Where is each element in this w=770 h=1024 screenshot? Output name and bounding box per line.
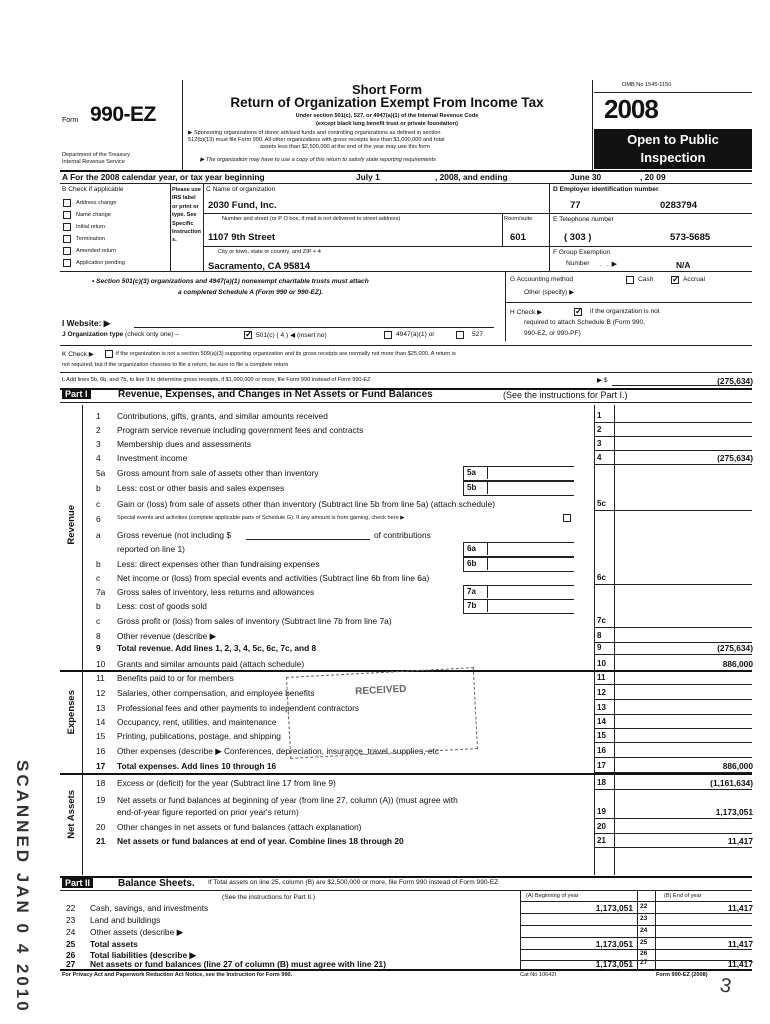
- line-box-number: 20: [597, 822, 606, 831]
- row-description: Land and buildings: [90, 915, 161, 925]
- line-description: Salaries, other compensation, and employee benefits: [117, 688, 315, 698]
- section-l-arrow: ▶ $: [597, 377, 608, 384]
- part-1-note: (See the instructions for Part I.): [503, 390, 628, 400]
- city-state-zip: Sacramento, CA 95814: [208, 261, 311, 272]
- phone-area: ( 303 ): [564, 232, 592, 243]
- line-description: Other revenue (describe ▶: [117, 631, 217, 641]
- line-description: Special events and activities (complete applicable parts of Schedule G). If any amount is from gaming, check here ▶: [117, 515, 405, 521]
- address-change-label: Address change: [76, 200, 117, 206]
- line-box-number: 19: [597, 807, 606, 816]
- row-description: Total assets: [90, 939, 138, 949]
- end-of-year-amount[interactable]: 11,417: [727, 959, 753, 969]
- line-box-number: 10: [597, 659, 606, 668]
- row-number: 25: [66, 939, 76, 949]
- page-mark: 3: [718, 974, 734, 998]
- row-number: 27: [66, 959, 76, 969]
- line-number: 10: [96, 659, 106, 669]
- schedule-b-text-3: 990-EZ, or 990-PF): [524, 330, 581, 337]
- inner-amount-field[interactable]: [463, 481, 574, 496]
- accounting-method-label: G Accounting method: [510, 276, 574, 283]
- line-box-number: 17: [597, 761, 606, 770]
- line-description: Net income or (loss) from special events and activities (Subtract line 6b from line 6a): [117, 573, 430, 583]
- schedule-b-text-2: required to attach Schedule B (Form 990,: [524, 319, 645, 326]
- line-description-suffix: of contributions: [374, 530, 431, 540]
- section-k-label: K Check ▶: [62, 351, 94, 358]
- line-amount[interactable]: 886,000: [722, 761, 753, 771]
- section-k-checkbox[interactable]: [105, 350, 113, 358]
- form-label: Form: [62, 117, 79, 124]
- line-number: c: [96, 616, 101, 626]
- cash-checkbox[interactable]: [626, 276, 634, 284]
- line-box-number: 5c: [597, 499, 606, 508]
- col-b-header: (B) End of year: [664, 893, 702, 899]
- line-description: Professional fees and other payments to independent contractors: [117, 703, 360, 713]
- line-number: 11: [96, 673, 105, 683]
- amended-return-checkbox[interactable]: [63, 247, 71, 255]
- line-box-number: 12: [597, 688, 606, 697]
- inner-box-label: 7b: [467, 601, 477, 610]
- 501c-checkbox[interactable]: [244, 331, 252, 339]
- sponsoring-2: 512(b)(13) must file Form 990. All other organizations with gross receipts less than $1,000,000 and total: [188, 137, 445, 143]
- inner-amount-field[interactable]: [463, 585, 574, 600]
- line-description: Excess or (deficit) for the year (Subtract line 17 from line 9): [117, 778, 336, 788]
- end-of-year-amount[interactable]: 11,417: [727, 939, 753, 949]
- tax-year: 2008: [604, 94, 658, 124]
- group-exemption-value: N/A: [676, 260, 691, 270]
- line-number: 9: [96, 643, 101, 653]
- application-pending-label: Application pending: [76, 260, 125, 266]
- ein-number: 0283794: [660, 200, 697, 211]
- part-1-title: Revenue, Expenses, and Changes in Net Assets or Fund Balances: [118, 389, 433, 400]
- group-exemption-arrow: . . ▶: [600, 261, 618, 268]
- section-a-label: A For the 2008 calendar year, or tax year beginning: [62, 172, 265, 182]
- beginning-of-year-amount[interactable]: 1,173,051: [595, 939, 633, 949]
- line-number: 4: [96, 453, 101, 463]
- line-amount[interactable]: (1,161,634): [710, 778, 753, 788]
- city-label: City or town, state or country, and ZIP + 4: [218, 249, 321, 255]
- org-type-check-only: (check only one) –: [125, 331, 179, 338]
- line-description: Less: cost or other basis and sales expenses: [117, 483, 285, 493]
- 527-label: 527: [472, 331, 484, 338]
- section-k-text-1: if the organization is not a section 509(a)(3) supporting organization and its gross receipts are normally not more than $25,000. A return is: [116, 351, 456, 357]
- line-number: 17: [96, 761, 106, 771]
- line-number: 18: [96, 778, 106, 788]
- org-name-label: C Name of organization: [206, 186, 276, 193]
- schedule-b-checkbox[interactable]: [574, 308, 582, 316]
- line-number: b: [96, 601, 101, 611]
- line-description: Net assets or fund balances at end of year. Combine lines 18 through 20: [117, 836, 404, 846]
- line-box-number: 8: [597, 631, 602, 640]
- 4947-checkbox[interactable]: [384, 331, 392, 339]
- line-description: Membership dues and assessments: [117, 439, 252, 449]
- line-description: Gross profit or (loss) from sales of inventory (Subtract line 7b from line 7a): [117, 616, 392, 626]
- inner-amount-field[interactable]: [463, 542, 574, 557]
- inner-box-label: 5b: [467, 483, 477, 492]
- inner-amount-field[interactable]: [463, 466, 574, 481]
- row-number: 26: [66, 950, 76, 960]
- line-number: c: [96, 573, 101, 583]
- line-number: 13: [96, 703, 106, 713]
- tax-year-end: June 30: [570, 172, 602, 182]
- line-amount[interactable]: (275,634): [717, 643, 753, 653]
- schedule-b-text-1: if the organization is not: [590, 308, 660, 315]
- tax-year-begin-year: , 2008, and ending: [435, 172, 508, 182]
- line-amount[interactable]: 1,173,051: [715, 807, 753, 817]
- line-description: Net assets or fund balances at beginning of year (from line 27, column (A)) (must agree with: [117, 795, 458, 805]
- end-of-year-amount[interactable]: 11,417: [727, 903, 753, 913]
- section-l-text: L Add lines 5b, 6b, and 7b, to line 9 to determine gross receipts, if $1,000,000 or more, file Form 990 instead of Form 990-EZ: [62, 377, 371, 383]
- net-assets-side-label: Net Assets: [66, 790, 77, 839]
- expenses-side-label: Expenses: [66, 690, 77, 735]
- line-box-number: 9: [597, 643, 602, 652]
- except-note: (except black lung benefit trust or private foundation): [315, 121, 459, 127]
- group-exemption-number-label: Number: [566, 260, 590, 267]
- address-change-checkbox[interactable]: [63, 199, 71, 207]
- group-exemption-label: F Group Exemption: [553, 249, 611, 256]
- footer-form-number: Form 990-EZ (2008): [656, 972, 708, 978]
- col-a-header: (A) Beginning of year: [526, 893, 579, 899]
- line-description: Gain or (loss) from sale of assets other than inventory (Subtract line 5b from line 5a) (attach schedule): [117, 499, 495, 509]
- row-box-number: 25: [640, 939, 648, 946]
- cat-number: Cat No 10642I: [520, 972, 557, 978]
- line-description: Other changes in net assets or fund balances (attach explanation): [117, 822, 362, 832]
- row-description: Cash, savings, and investments: [90, 903, 209, 913]
- part-1-tag: Part I: [62, 389, 91, 399]
- line-box-number: 16: [597, 746, 606, 755]
- line-box-number: 3: [597, 439, 602, 448]
- line-description: Program service revenue including government fees and contracts: [117, 425, 364, 435]
- street-address: 1107 9th Street: [208, 232, 276, 243]
- short-form-title: Short Form: [351, 82, 423, 97]
- received-stamp: RECEIVED: [286, 667, 478, 759]
- row-box-number: 27: [640, 959, 648, 966]
- line-description: Less: cost of goods sold: [117, 601, 207, 611]
- line-description: reported on line 1): [117, 544, 185, 554]
- line-box-number: 13: [597, 703, 606, 712]
- line-number: 19: [96, 795, 106, 805]
- please-label: Please use IRS label or print or type. See Specific Instructions.: [172, 187, 201, 244]
- website-label: I Website: ▶: [62, 318, 111, 328]
- line-amount[interactable]: 886,000: [722, 659, 753, 669]
- name-change-label: Name change: [76, 212, 111, 218]
- part-2-title: Balance Sheets.: [118, 878, 195, 889]
- line-number: 8: [96, 631, 101, 641]
- omb-number: OMB No 1545-1150: [622, 82, 672, 88]
- row-number: 22: [66, 903, 76, 913]
- phone-number: 573-5685: [670, 232, 711, 243]
- sponsoring-1: ▶ Sponsoring organizations of donor advised funds and controlling organizations as defined in section: [188, 130, 441, 136]
- revenue-side-label: Revenue: [66, 505, 77, 545]
- line-box-number: 4: [597, 453, 602, 462]
- line-box-number: 6c: [597, 573, 606, 582]
- line-number: b: [96, 559, 101, 569]
- line-number: c: [96, 499, 101, 509]
- line-number: 6: [96, 514, 101, 524]
- accrual-label: Accrual: [683, 276, 705, 283]
- line-description: Investment income: [117, 453, 188, 463]
- line-number: 1: [96, 411, 101, 421]
- ein-label: D Employer identification number: [553, 186, 659, 193]
- row-description: Total liabilities (describe ▶: [90, 950, 196, 960]
- line-box-number: 14: [597, 717, 606, 726]
- accrual-checkbox[interactable]: [671, 276, 679, 284]
- line-description: Gross sales of inventory, less returns and allowances: [117, 587, 315, 597]
- inner-box-label: 6b: [467, 559, 477, 568]
- line-number: 3: [96, 439, 101, 449]
- irs-label: Internal Revenue Service: [62, 159, 125, 165]
- inner-amount-field[interactable]: [463, 599, 574, 614]
- phone-label: E Telephone number: [553, 216, 614, 223]
- 4947-label: 4947(a)(1) or: [396, 331, 435, 338]
- sponsoring-3: assets less than $2,500,000 at the end of the year may use this form: [260, 144, 430, 150]
- line-description: Benefits paid to or for members: [117, 673, 234, 683]
- row-description: Net assets or fund balances (line 27 of column (B) must agree with line 21): [90, 959, 386, 969]
- main-title: Return of Organization Exempt From Income Tax: [230, 95, 544, 110]
- line-number: 16: [96, 746, 106, 756]
- section-b-label: B Check if applicable: [62, 186, 124, 193]
- section-501-note-1: • Section 501(c)(3) organizations and 4947(a)(1) nonexempt charitable trusts must attach: [92, 278, 369, 285]
- line-amount[interactable]: 11,417: [727, 836, 753, 846]
- line-box-number: 15: [597, 731, 606, 740]
- under-section: Under section 501(c), 527, or 4947(a)(1) of the Internal Revenue Code: [295, 113, 479, 119]
- line-number: 5a: [96, 468, 106, 478]
- open-to-public: Open to Public: [627, 132, 719, 147]
- row-box-number: 26: [640, 950, 648, 957]
- gross-receipts-value: (275,634): [717, 376, 753, 386]
- termination-checkbox[interactable]: [63, 235, 71, 243]
- line-number: a: [96, 530, 101, 540]
- org-type-label: J Organization type: [62, 331, 124, 338]
- line-number: 20: [96, 822, 106, 832]
- cash-label: Cash: [638, 276, 654, 283]
- row-box-number: 22: [640, 903, 648, 910]
- line-box-number: 21: [597, 836, 606, 845]
- line-number: 2: [96, 425, 101, 435]
- inner-box-label: 6a: [467, 544, 476, 553]
- street-label: Number and street (or P O box, if mail is not delivered to street address): [222, 216, 401, 222]
- line-number: 14: [96, 717, 106, 727]
- 527-checkbox[interactable]: [456, 331, 464, 339]
- line-number: 12: [96, 688, 106, 698]
- line-number: 15: [96, 731, 106, 741]
- termination-label: Termination: [76, 236, 105, 242]
- dept-treasury: Department of the Treasury: [62, 152, 131, 158]
- line-description: Occupancy, rent, utilities, and maintenance: [117, 717, 277, 727]
- row-number: 24: [66, 927, 76, 937]
- line-number: 7a: [96, 587, 106, 597]
- line-description: Total revenue. Add lines 1, 2, 3, 4, 5c, 6c, 7c, and 8: [117, 643, 317, 653]
- ein-prefix: 77: [570, 200, 581, 211]
- application-pending-checkbox[interactable]: [63, 259, 71, 267]
- tax-year-end-year: , 20 09: [640, 172, 666, 182]
- part-2-note: If Total assets on line 25, column (B) are $2,500,000 or more, file Form 990 instead of Form 990-EZ: [208, 879, 499, 886]
- section-501-note-2: a completed Schedule A (Form 990 or 990-EZ).: [178, 289, 323, 296]
- line-number: 21: [96, 836, 106, 846]
- beginning-of-year-amount[interactable]: 1,173,051: [595, 903, 633, 913]
- line-box-number: 2: [597, 425, 602, 434]
- row-number: 23: [66, 915, 76, 925]
- form-number: 990-EZ: [90, 103, 156, 126]
- row-description: Other assets (describe ▶: [90, 927, 184, 937]
- line-description: Less: direct expenses other than fundraising expenses: [117, 559, 320, 569]
- inspection: Inspection: [640, 150, 706, 165]
- initial-return-label: Initial return: [76, 224, 106, 230]
- line-box-number: 11: [597, 673, 606, 682]
- scanned-stamp: SCANNED JAN 0 4 2010: [13, 760, 32, 1014]
- privacy-notice: For Privacy Act and Paperwork Reduction Act Notice, see the Instruction for Form 990.: [62, 972, 293, 978]
- state-reporting-note: ▶ The organization may have to use a copy of this return to satisfy state reporting requirements: [200, 157, 436, 163]
- beginning-of-year-amount[interactable]: 1,173,051: [595, 959, 633, 969]
- line-description: Printing, publications, postage, and shipping: [117, 731, 281, 741]
- line-description: Gross revenue (not including $: [117, 530, 232, 540]
- line-number: b: [96, 483, 101, 493]
- initial-return-checkbox[interactable]: [63, 223, 71, 231]
- line-description: Total expenses. Add lines 10 through 16: [117, 761, 277, 771]
- line-description: Grants and similar amounts paid (attach schedule): [117, 659, 305, 669]
- line-amount[interactable]: (275,634): [717, 453, 753, 463]
- other-method-label: Other (specify) ▶: [524, 289, 575, 296]
- name-change-checkbox[interactable]: [63, 211, 71, 219]
- part-2-tag: Part II: [62, 878, 93, 888]
- line-box-number: 18: [597, 778, 606, 787]
- org-type-row: [62, 331, 179, 338]
- gaming-checkbox[interactable]: [563, 514, 571, 522]
- line-description: Other expenses (describe ▶ Conferences, depreciation, insurance, travel, supplies, etc: [117, 746, 440, 756]
- inner-box-label: 5a: [467, 468, 476, 477]
- inner-box-label: 7a: [467, 587, 476, 596]
- part-2-see-instructions: (See the instructions for Part II.): [222, 894, 316, 901]
- line-box-number: 7c: [597, 616, 606, 625]
- schedule-b-check-label: H Check ▶: [510, 309, 543, 316]
- row-box-number: 23: [640, 915, 648, 922]
- org-name: 2030 Fund, Inc.: [208, 200, 277, 211]
- line-description: end-of-year figure reported on prior year's return): [117, 807, 299, 817]
- room-label: Room/suite: [504, 216, 533, 222]
- row-box-number: 24: [640, 927, 648, 934]
- room-suite: 601: [510, 232, 526, 243]
- 501c-label: 501(c) ( 4 ) ◀ (insert no): [256, 332, 327, 339]
- section-k-text-2: not required, but if the organization chooses to file a return, be sure to file a complete return: [62, 362, 289, 368]
- line-description: Gross amount from sale of assets other than inventory: [117, 468, 319, 478]
- amended-return-label: Amended return: [76, 248, 117, 254]
- line-description: Contributions, gifts, grants, and similar amounts received: [117, 411, 328, 421]
- tax-year-begin: July 1: [356, 172, 380, 182]
- inner-amount-field[interactable]: [463, 557, 574, 572]
- line-box-number: 1: [597, 411, 602, 420]
